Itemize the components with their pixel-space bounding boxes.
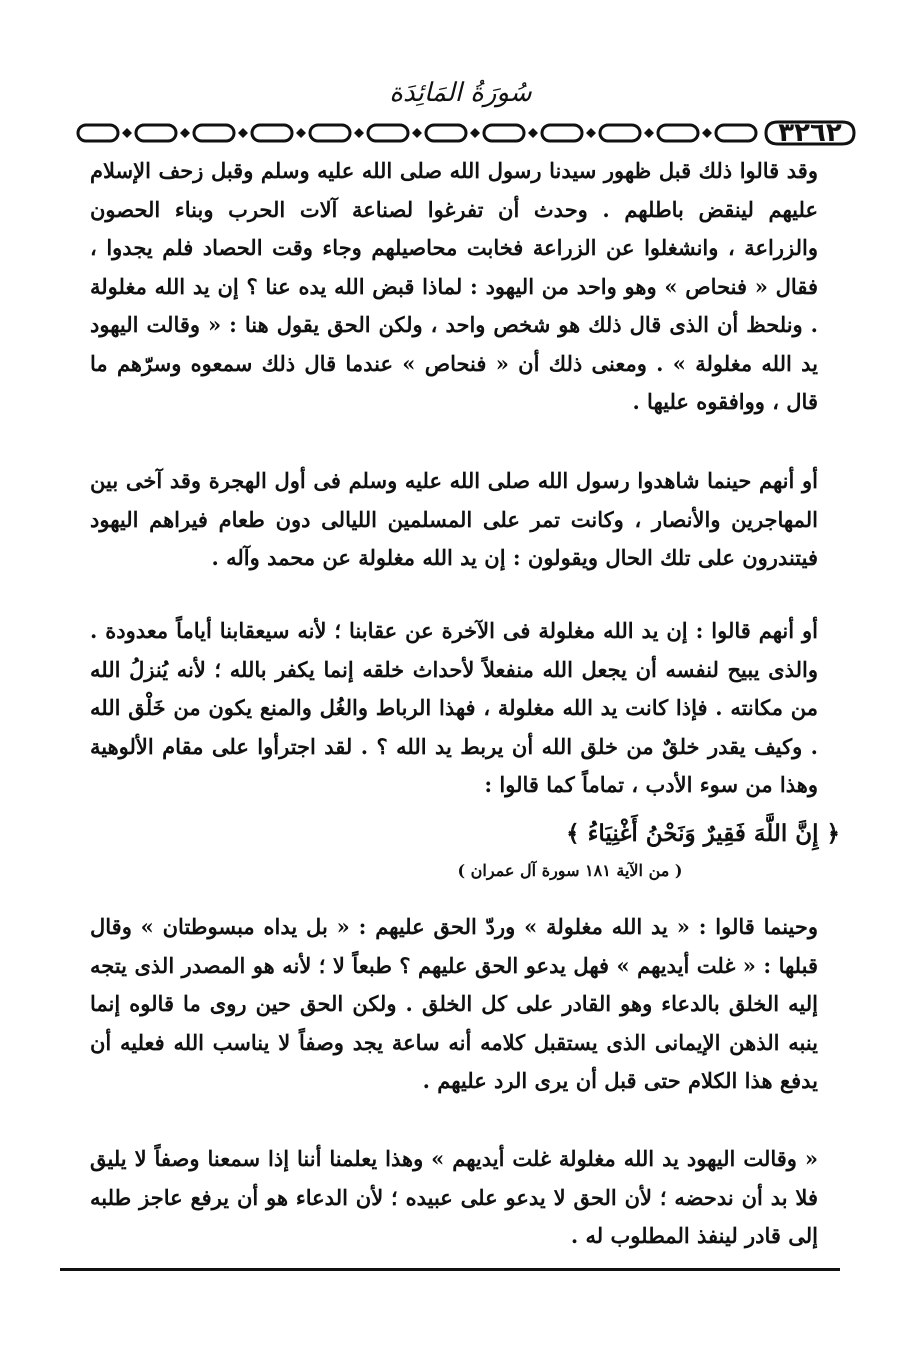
paragraph-2: أو أنهم حينما شاهدوا رسول الله صلى الله عليه وسلم فى أول الهجرة وقد آخى بين المهاجرين والأنصار ، وكانت تمر على المسلمين الليالى دون طعام فيراهم اليهود فيتندرون على تلك الحال ويقولون : إن يد الله مغلولة عن محمد وآله .: [90, 468, 818, 570]
quran-verse: ﴿ إِنَّ اللَّهَ فَقِيرٌ وَنَحْنُ أَغْنِيَاءُ ﴾: [566, 820, 840, 847]
page-number-text: ٣٢٦٢: [778, 118, 842, 148]
paragraph-3: أو أنهم قالوا : إن يد الله مغلولة فى الآخرة عن عقابنا ؛ لأنه سيعقابنا أياماً معدودة . والذى يبيح لنفسه أن يجعل الله منفعلاً لأحداث خلقه إنما يكفر بالله ؛ لأنه يُنزلُ الله من مكانته . فإذا كانت يد الله مغلولة ، فهذا الرباط والغُل والمنع يكون من خَلْق الله . وكيف يقدر خلقٌ من خلق الله أن يربط يد الله ؟ . لقد اجترأوا على مقام الألوهية وهذا من سوء الأدب ، تماماً كما قالوا :: [90, 618, 818, 797]
page-number: [760, 118, 860, 148]
verse-citation: ( من الآية ١٨١ سورة آل عمران ): [457, 861, 683, 880]
paragraph-4: وحينما قالوا : « يد الله مغلولة » وردّ الحق عليهم : « بل يداه مبسوطتان » وقال قبلها : « غلت أيديهم » فهل يدعو الحق عليهم ؟ طبعاً لا ؛ لأنه هو المصدر الذى يتجه إليه الخلق بالدعاء وهو القادر على كل الخلق . ولكن الحق حين روى ما قالوه إنما ينبه الذهن الإيمانى الذى يستقبل كلامه أنه ساعة يجد وصفاً لا يناسب الله فعليه أن يدفع هذا الكلام حتى قبل أن يرى الرد عليهم .: [90, 914, 818, 1093]
ornamental-chain-divider: [70, 120, 760, 146]
paragraph-5: « وقالت اليهود يد الله مغلولة غلت أيديهم » وهذا يعلمنا أننا إذا سمعنا وصفاً لا يليق فلا بد أن ندحضه ؛ لأن الحق لا يدعو على عبيده ؛ لأن الدعاء هو أن يرفع عاجز طلبه إلى قادر لينفذ المطلوب له .: [90, 1146, 818, 1248]
surah-title: سُورَةُ المَائِدَة: [389, 78, 532, 108]
footer-divider: [60, 1268, 840, 1271]
paragraph-1: وقد قالوا ذلك قبل ظهور سيدنا رسول الله صلى الله عليه وسلم وقبل زحف الإسلام عليهم لينقض باطلهم . وحدث أن تفرغوا لصناعة آلات الحرب وبناء الحصون والزراعة ، وانشغلوا عن الزراعة فخابت محاصيلهم وجاء وقت الحصاد فلم يجدوا ، فقال « فنحاص » وهو واحد من اليهود : لماذا قبض الله يده عنا ؟ إن يد الله مغلولة . ونلحظ أن الذى قال ذلك هو شخص واحد ، ولكن الحق يقول هنا : « وقالت اليهود يد الله مغلولة » . ومعنى ذلك أن « فنحاص » عندما قال ذلك سمعوه وسرّهم ما قال ، ووافقوه عليها .: [90, 158, 818, 414]
